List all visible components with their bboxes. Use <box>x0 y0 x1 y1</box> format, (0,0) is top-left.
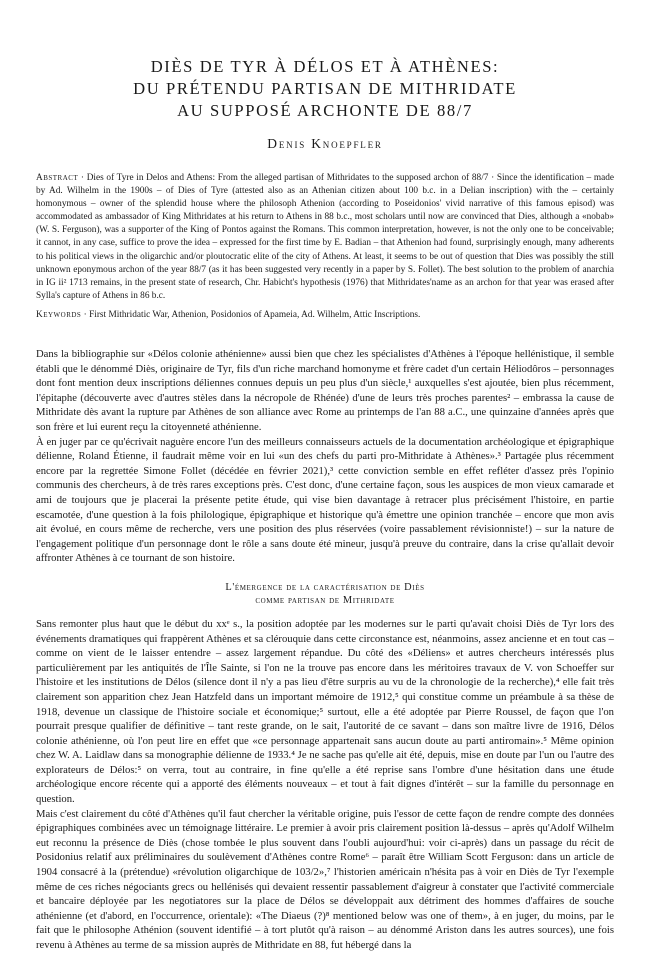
keywords <box>36 309 614 322</box>
author-name: Denis Knoepfler <box>267 136 383 151</box>
keywords-label: Keywords <box>36 309 82 320</box>
section-heading <box>36 581 614 607</box>
section-heading-line-1: L'émergence de la caractérisation de Diès <box>225 581 425 593</box>
title-line-3: AU SUPPOSÉ ARCHONTE DE 88/7 <box>177 101 473 120</box>
intro-paragraph-1: Dans la bibliographie sur «Délos colonie athénienne» aussi bien que chez les spécialistes d'Athènes à l'époque hellénistique, il semble établi que le dénommé Diès, originaire de Tyr, fils d'un riche marchand homonyme et frère cadet d'un certain Héliodôros – personnages dont font mention deux inscriptions déliennes connues depuis un peu plus d'un siècle,¹ auxquelles s'est ajoutée, bien plus récemment, l'épitaphe (découverte avec d'autres stèles dans la nécropole de Rhénée) d'une de leurs très proches parentes² – embrassa la cause de Mithridate dès avant la rupture par Athènes de son alliance avec Rome au printemps de l'an 88 a.C., une quinzaine d'années après que son frère et lui eurent reçu la citoyenneté athénienne. <box>36 349 614 433</box>
section-heading-line-2: comme partisan de Mithridate <box>255 594 395 606</box>
article-title <box>36 56 614 122</box>
intro-paragraph-2: À en juger par ce qu'écrivait naguère encore l'un des meilleurs connaisseurs actuels de la documentation archéologique et épigraphique délienne, Roland Étienne, il faudrait même voir en lui «un des chefs du parti pro-Mithridate à Athènes».³ Partagée plus récemment encore par la regrettée Simone Follet (décédée en février 2021),³ cette conviction semble en effet refléter d'assez près l'opinio communis des chercheurs, à de très rares exceptions près. C'est donc, d'une certaine façon, sous les auspices de mon vieux camarade et ami de toujours que je placerai la présente petite étude, qui vise bien davantage à retracer plus précisément l'histoire, en partie escamotée, d'une question à la fois philologique, épigraphique et historique qu'à émettre une opinion tranchée – encore que mon avis ait évolué, en cours même de recherche, vers une position des plus réservées (voire passablement révisionniste!) – sur la nature de l'engagement politique d'un personnage dont le rôle a sans doute été mineur, jusqu'à preuve du contraire, dans la crise qu'allait devoir affronter Athènes à ce tournant de son histoire. <box>36 436 614 565</box>
abstract <box>36 172 614 303</box>
section-paragraph-1: Sans remonter plus haut que le début du xxᵉ s., la position adoptée par les modernes sur le parti qu'avait choisi Diès de Tyr lors des événements dramatiques qui frappèrent Athènes et sa clérouquie dans cette circonstance est, néanmoins, assez ancienne et en tout cas – comme on vient de le laisser entendre – assez largement répandue. Du côté des «Déliens» et autres chercheurs intéressés plus particulièrement par les antiquités de l'Île Sainte, si l'on ne la trouve pas encore dans les méritoires travaux de V. von Schoeffer sur l'histoire et les institutions de Délos (silence dont il n'y a pas lieu d'être surpris au vu de la chronologie de la recherche),⁴ elle fait très clairement son apparition chez Jean Hatzfeld dans un important mémoire de 1912,⁵ qui constitue comme un préambule à sa thèse de 1918, devenue un classique de l'histoire sociale et économique;⁵ surtout, elle a été adoptée par Pierre Roussel, de façon que l'on pourrait presque qualifier de définitive – tant reste grande, on le sait, l'autorité de ce savant – dans son maître livre de 1916, Délos colonie athénienne, où l'on peut lire en effet que «ce personnage appartenait sans aucun doute au parti antiromain».⁵ Même opinion chez W. A. Laidlaw dans sa monographie délienne de 1933.⁴ Je ne sache pas qu'elle ait été, depuis, mise en doute par l'un ou l'autre des explorateurs de Délos:⁵ on verra, tout au contraire, in fine qu'elle a été reprise sans l'ombre d'une hésitation dans une étude archéologique encore récente qui a apporté des éléments nouveaux – et tout à fait dignes d'intérêt – sur la famille du personnage en question. <box>36 618 614 806</box>
abstract-label: Abstract <box>36 173 79 183</box>
abstract-text: · Dies of Tyre in Delos and Athens: From the alleged partisan of Mithridates to the supposed archon of 88/7 · Since the identification – made by Ad. Wilhelm in the 1900s – of Dies of Tyre (attested also as an Athenian citizen about 100 b.c. in a Delian inscription) with the – certainly homonymous – owner of the splendid house where the philosoph Athenion (according to Poseidonios' vivid narrative of this famous episod) was accommodated as ambassador of King Mithridates at his return to Athens in 88 b.c., most scholars until now are convinced that Dies, although a «nobab» (W. S. Ferguson), was a supporter of the King of Pontos against the Romans. This common interpretation, however, is not the only one to be conceivable; it cannot, in any case, suffice to prove the idea – expressed for the first time by E. Badian – that Athenion had found, surprisingly enough, many adherents to his political views in the oligarchic and/or ploutocratic elite of the city of Athens. At least, it seems to be out of question that Dies was possibly the still unknown eponymous archon of the year 88/7 (as it has been suggested very recently in a paper by S. Follet). The best solution to the problem of anarchia in IG ii² 1713 remains, in the present state of research, Chr. Habicht's hypothesis (1976) that Mithridates'name as an archon for that year was erased after Sylla's capture of Athens in 86 b.c. <box>36 173 614 301</box>
section-paragraph-2: Mais c'est clairement du côté d'Athènes qu'il faut chercher la véritable origine, puis l'essor de cette façon de rendre compte des données épigraphiques combinées avec un témoignage littéraire. Le premier à avoir pris clairement position là-dessus – après qu'Adolf Wilhelm eut reconnu la présence de Diès (chose tombée le plus souvent dans l'oubli aujourd'hui: voir ci-après) dans un passage du récit de Posidonius relatif aux préliminaires du soulèvement d'Athènes contre Rome⁶ – paraît être William Scott Ferguson: dans un article de 1904 consacré à la (prétendue) «révolution oligarchique de 103/2»,⁷ l'historien américain n'hésita pas à voir en Diès de Tyr l'exemple même de ces riches négociants grecs ou hellénisés qui devaient ressentir passablement d'aigreur à constater que l'activité commerciale et bancaire déployée par les negotiatores sur la place de Délos se développait aux détriment des hommes d'affaires de souche athénienne (et d'abord, en l'occurrence, orientale): «The Diaeus (?)⁸ mentioned below was one of them», à en juger, du moins, par le fait que le philosophe Athénion (souvent identifié – à tort plutôt qu'à raison – au dénommé Ariston dans les autres sources), une fois revenu à Athènes au terme de sa mission auprès de Mithridate en 88, fut hébergé dans la <box>36 808 614 951</box>
title-line-2: DU PRÉTENDU PARTISAN DE MITHRIDATE <box>133 79 517 98</box>
keywords-text: · First Mithridatic War, Athenion, Posidonios of Apameia, Ad. Wilhelm, Attic Inscriptions. <box>81 309 421 320</box>
title-line-1: DIÈS DE TYR À DÉLOS ET À ATHÈNES: <box>150 57 500 76</box>
